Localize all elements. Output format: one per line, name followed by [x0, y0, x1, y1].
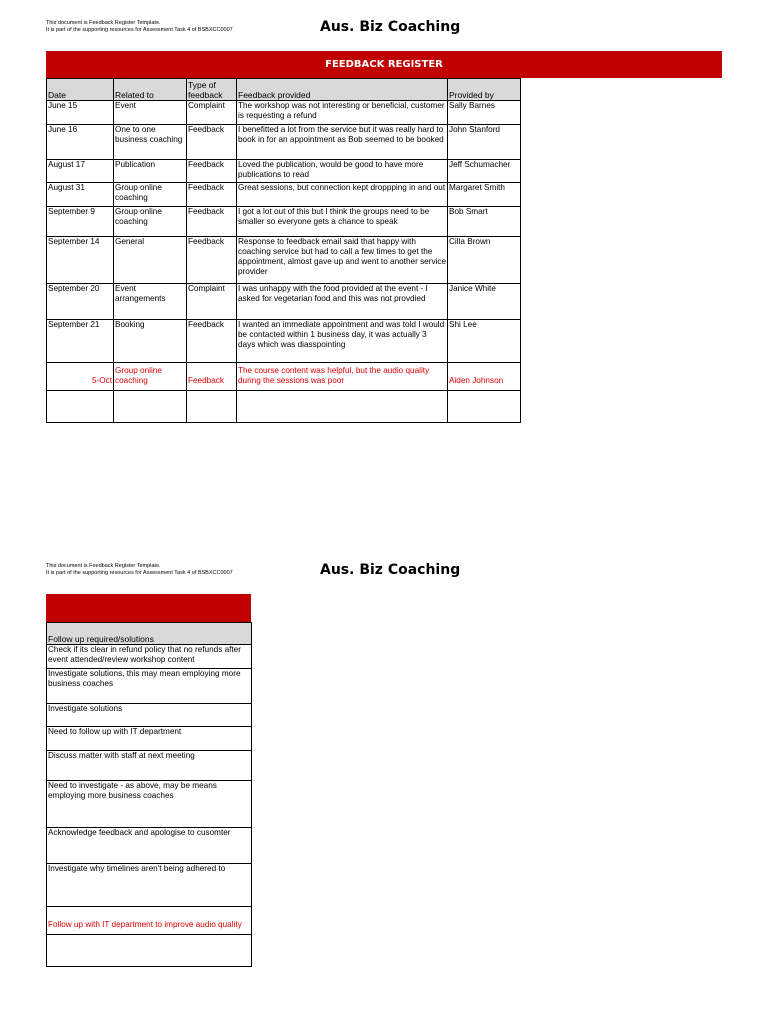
cell-provided-by: Shi Lee: [448, 320, 521, 363]
cell-feedback: I wanted an immediate appointment and was told I would be contacted within 1 business day, it was actually 3 days which was diasspointing: [237, 320, 448, 363]
cell-related: Booking: [114, 320, 187, 363]
cell-provided-by: [448, 391, 521, 423]
cell-follow-up: Discuss matter with staff at next meeting: [47, 751, 252, 781]
cell-follow-up: Need to follow up with IT department: [47, 727, 252, 751]
cell-follow-up: Investigate solutions: [47, 704, 252, 727]
feedback-register-banner: [46, 51, 722, 78]
table-row: [47, 645, 252, 669]
table-row: [47, 101, 521, 125]
cell-follow-up: [47, 935, 252, 967]
table-row: [47, 183, 521, 207]
table-row-empty: [47, 391, 521, 423]
cell-date: September 20: [47, 284, 114, 320]
table-row-empty: [47, 935, 252, 967]
cell-feedback: Loved the publication, would be good to have more publications to read: [237, 160, 448, 183]
cell-feedback: Great sessions, but connection kept droppping in and out: [237, 183, 448, 207]
cell-provided-by: Aiden Johnson: [448, 363, 521, 391]
table-row-highlighted: [47, 907, 252, 935]
cell-related: Event: [114, 101, 187, 125]
cell-provided-by: Cilla Brown: [448, 237, 521, 284]
cell-type: Feedback: [187, 125, 237, 160]
company-title: Aus. Biz Coaching: [320, 562, 461, 578]
cell-related: One to one business coaching: [114, 125, 187, 160]
cell-type: Complaint: [187, 101, 237, 125]
table-row: [47, 704, 252, 727]
table-row: [47, 207, 521, 237]
cell-date: [47, 391, 114, 423]
cell-feedback: [237, 391, 448, 423]
cell-date: June 16: [47, 125, 114, 160]
table-row: [47, 237, 521, 284]
cell-related: [114, 391, 187, 423]
table-row: [47, 125, 521, 160]
cell-feedback: The workshop was not interesting or beneficial, customer is requesting a refund: [237, 101, 448, 125]
cell-date: August 17: [47, 160, 114, 183]
cell-date: 5-Oct: [47, 363, 114, 391]
table-row: [47, 160, 521, 183]
cell-provided-by: Bob Smart: [448, 207, 521, 237]
follow-up-table: [46, 622, 252, 967]
note-line: This document is Feedback Register Template.: [46, 563, 161, 569]
cell-type: Feedback: [187, 363, 237, 391]
follow-up-banner: [46, 594, 251, 622]
table-row: [47, 669, 252, 704]
header-feedback: Feedback provided: [237, 79, 448, 101]
cell-date: September 14: [47, 237, 114, 284]
cell-type: [187, 391, 237, 423]
cell-follow-up: Need to investigate - as above, may be means employing more business coaches: [47, 781, 252, 828]
cell-follow-up: Follow up with IT department to improve audio quality: [47, 907, 252, 935]
header-provided-by: Provided by: [448, 79, 521, 101]
cell-type: Feedback: [187, 160, 237, 183]
cell-date: September 9: [47, 207, 114, 237]
header-related-to: Related to: [114, 79, 187, 101]
banner-title: FEEDBACK REGISTER: [325, 59, 443, 70]
cell-feedback: Response to feedback email said that happy with coaching service but had to call a few times to get the appointment, almost gave up and went to another service provider: [237, 237, 448, 284]
cell-date: September 21: [47, 320, 114, 363]
document-note: [46, 563, 233, 576]
cell-provided-by: Sally Barnes: [448, 101, 521, 125]
cell-feedback: I benefitted a lot from the service but it was really hard to book in for an appointment as Bob seemed to be booked: [237, 125, 448, 160]
cell-feedback: I got a lot out of this but I think the groups need to be smaller so everyone gets a chance to speak: [237, 207, 448, 237]
cell-type: Feedback: [187, 237, 237, 284]
cell-provided-by: John Stanford: [448, 125, 521, 160]
note-line: This document is Feedback Register Template.: [46, 20, 161, 26]
cell-related: General: [114, 237, 187, 284]
cell-type: Complaint: [187, 284, 237, 320]
cell-follow-up: Investigate why timelines aren't being adhered to: [47, 864, 252, 907]
cell-related: Group online coaching: [114, 207, 187, 237]
company-title: Aus. Biz Coaching: [320, 19, 461, 35]
cell-follow-up: Investigate solutions, this may mean employing more business coaches: [47, 669, 252, 704]
document-note: [46, 20, 233, 33]
table-row-highlighted: [47, 363, 521, 391]
table-row: [47, 727, 252, 751]
cell-type: Feedback: [187, 207, 237, 237]
cell-related: Event arrangements: [114, 284, 187, 320]
cell-provided-by: Margaret Smith: [448, 183, 521, 207]
header-date: Date: [47, 79, 114, 101]
cell-provided-by: Janice White: [448, 284, 521, 320]
cell-type: Feedback: [187, 183, 237, 207]
cell-follow-up: Check if its clear in refund policy that no refunds after event attended/review workshop content: [47, 645, 252, 669]
note-line: It is part of the supporting resources for Assessment Task 4 of BSBXCC0007: [46, 569, 233, 576]
cell-type: Feedback: [187, 320, 237, 363]
cell-provided-by: Jeff Schumacher: [448, 160, 521, 183]
table-row: [47, 828, 252, 864]
cell-follow-up: Acknowledge feedback and apologise to cusomter: [47, 828, 252, 864]
cell-date: August 31: [47, 183, 114, 207]
table-row: [47, 781, 252, 828]
cell-date: June 15: [47, 101, 114, 125]
header-follow-up: Follow up required/solutions: [47, 623, 252, 645]
table-row: [47, 284, 521, 320]
cell-related: Group online coaching: [114, 183, 187, 207]
note-line: It is part of the supporting resources for Assessment Task 4 of BSBXCC0007: [46, 26, 233, 33]
table-row: [47, 751, 252, 781]
feedback-register-table: [46, 78, 521, 423]
cell-related: Publication: [114, 160, 187, 183]
cell-feedback: I was unhappy with the food provided at the event - I asked for vegetarian food and this was not provdied: [237, 284, 448, 320]
cell-related: Group online coaching: [114, 363, 187, 391]
cell-feedback: The course content was helpful, but the audio quality during the sessions was poor: [237, 363, 448, 391]
table-row: [47, 320, 521, 363]
header-type: Type of feedback: [187, 79, 237, 101]
table-row: [47, 864, 252, 907]
